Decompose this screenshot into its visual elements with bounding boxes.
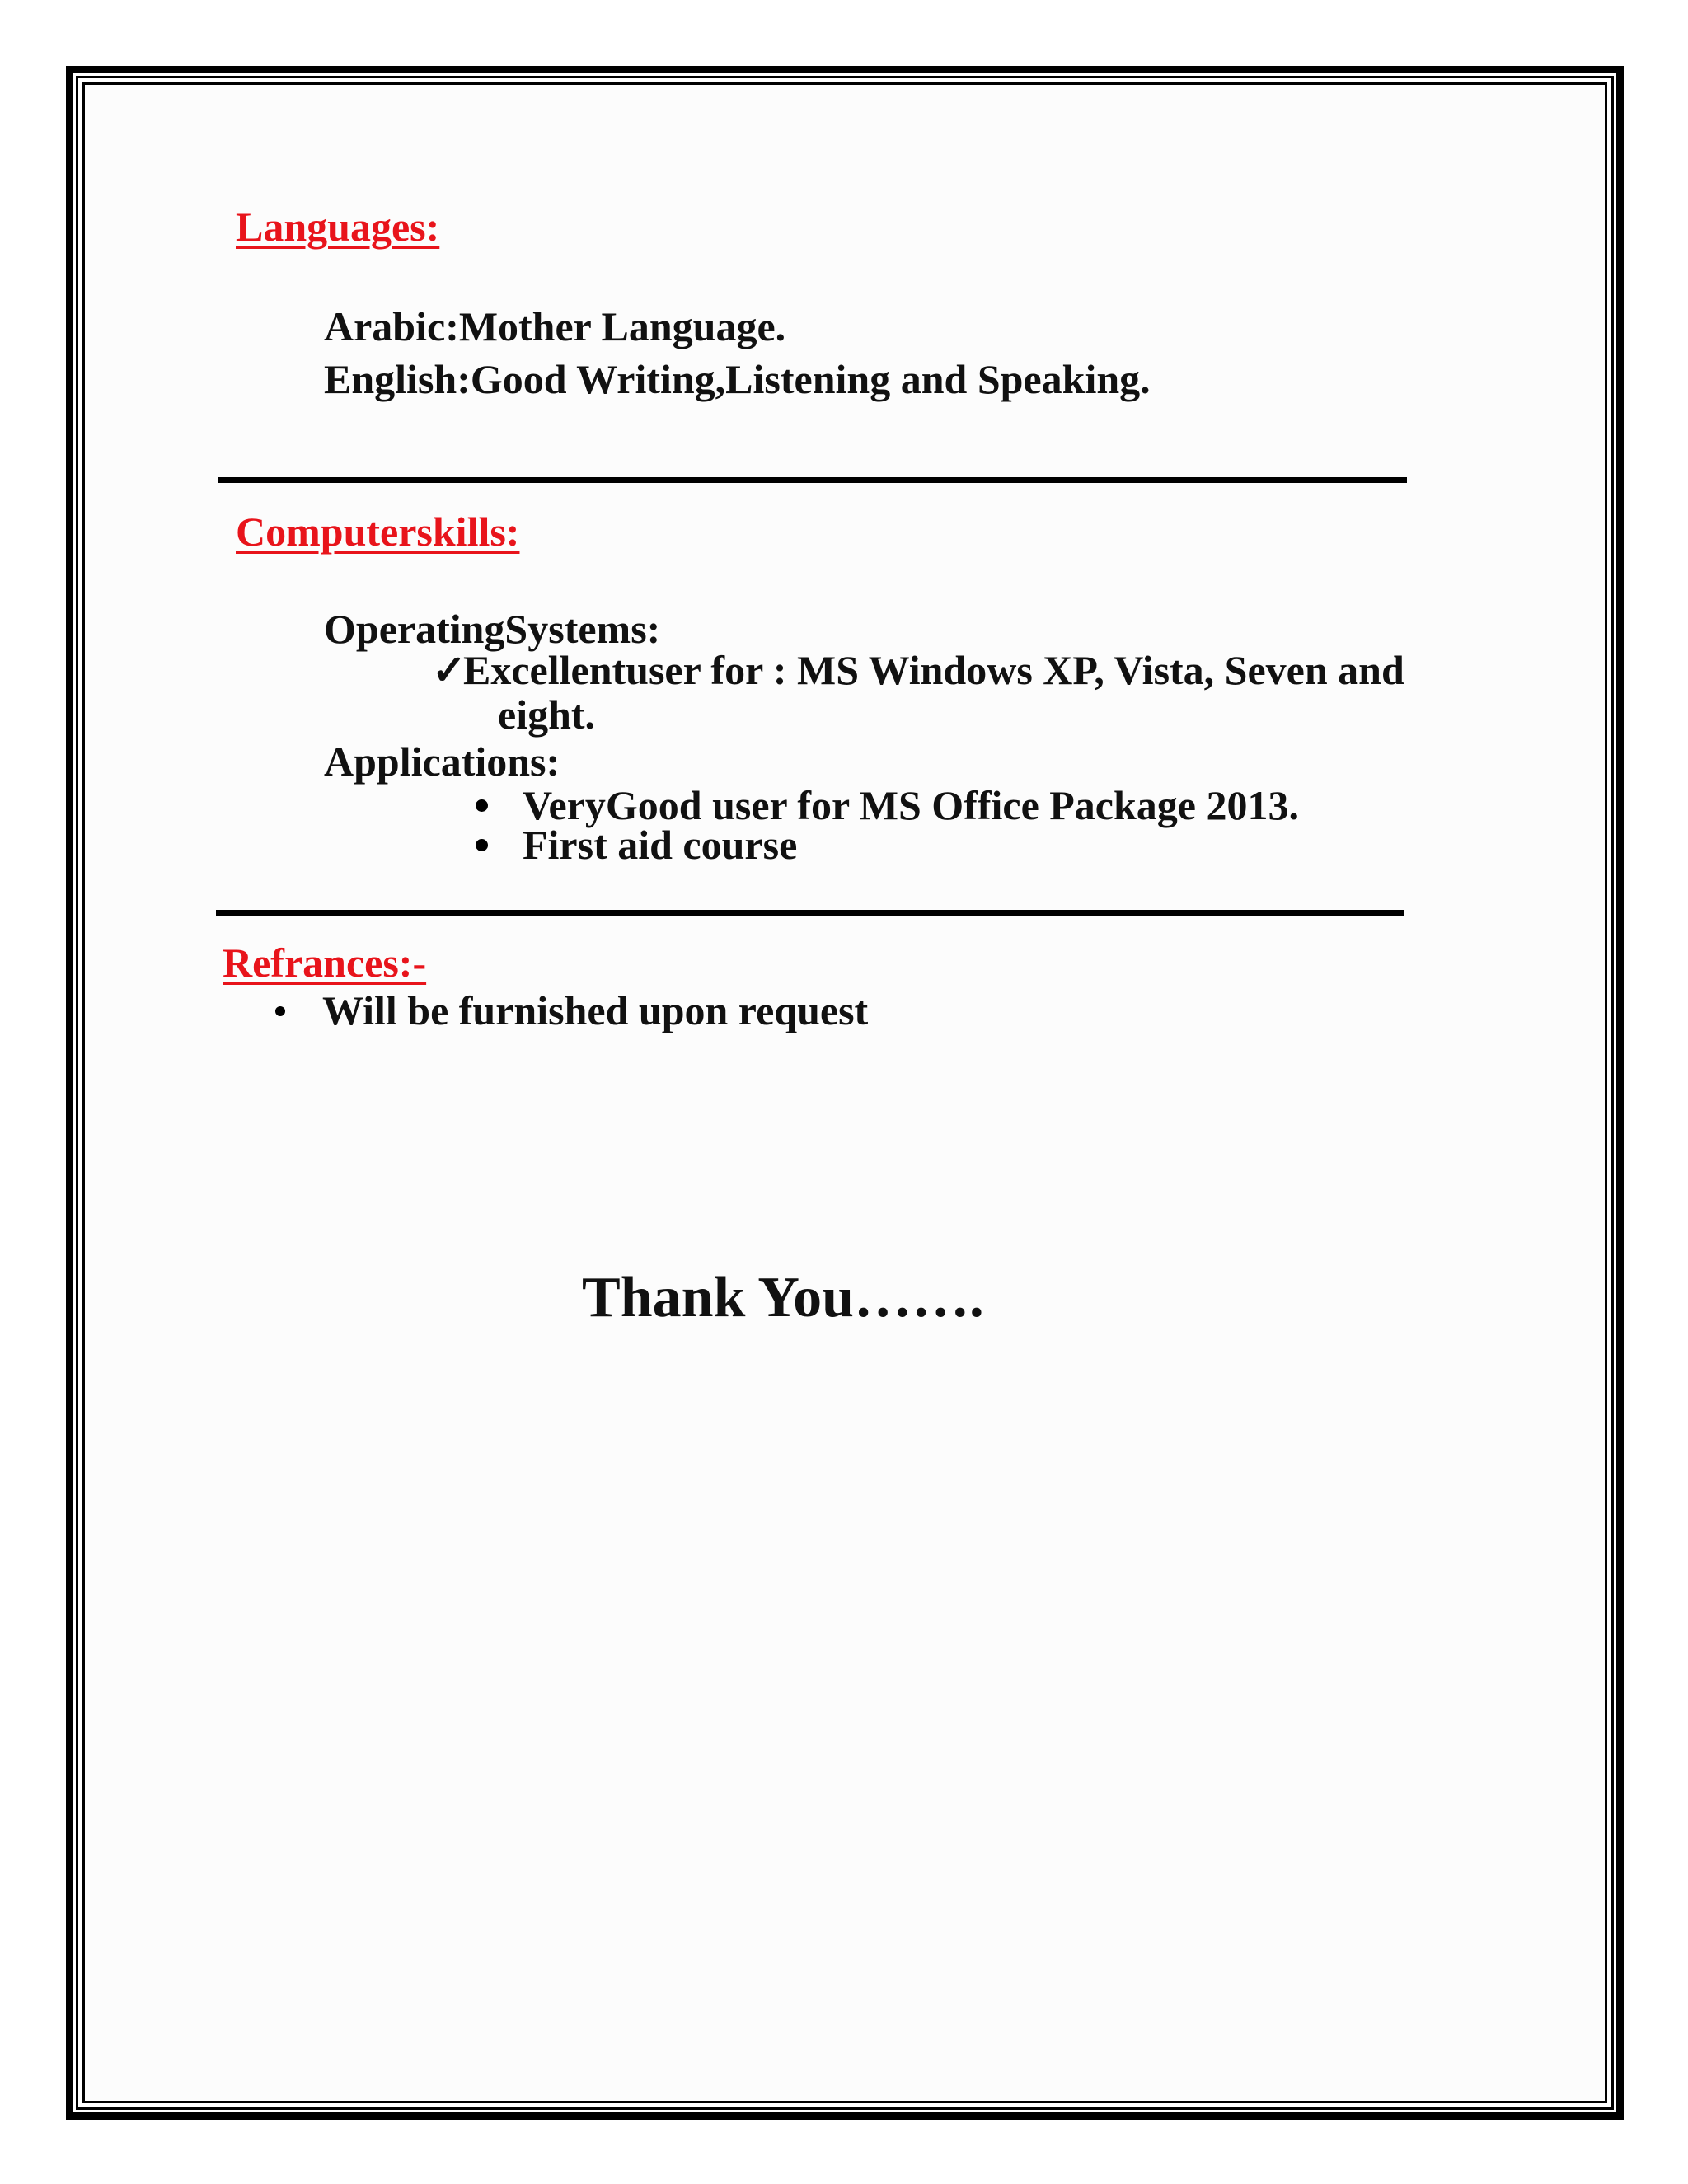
os-skill-line-2: eight. [498, 691, 596, 738]
bullet-icon [476, 799, 488, 812]
applications-label: Applications: [324, 738, 560, 785]
application-item: VeryGood user for MS Office Package 2013. [523, 782, 1299, 828]
operating-systems-label: OperatingSystems: [324, 606, 661, 652]
section-divider-2 [216, 910, 1404, 916]
language-arabic: Arabic:Mother Language. [324, 303, 786, 349]
computer-skills-heading: Computerskills: [236, 509, 520, 555]
application-item: First aid course [523, 822, 798, 868]
references-heading: Refrances:- [223, 940, 427, 986]
language-english: English:Good Writing,Listening and Speaking. [324, 356, 1151, 402]
references-item: Will be furnished upon request [322, 987, 869, 1033]
languages-heading: Languages: [236, 204, 440, 250]
section-divider-1 [218, 477, 1407, 483]
os-skill-line-1: Excellentuser for : MS Windows XP, Vista, Seven and [463, 647, 1404, 693]
thank-you-text: Thank You……. [582, 1266, 984, 1329]
bullet-icon [476, 839, 488, 851]
bullet-icon [275, 1006, 285, 1016]
checkmark-icon: ✓ [432, 647, 467, 693]
